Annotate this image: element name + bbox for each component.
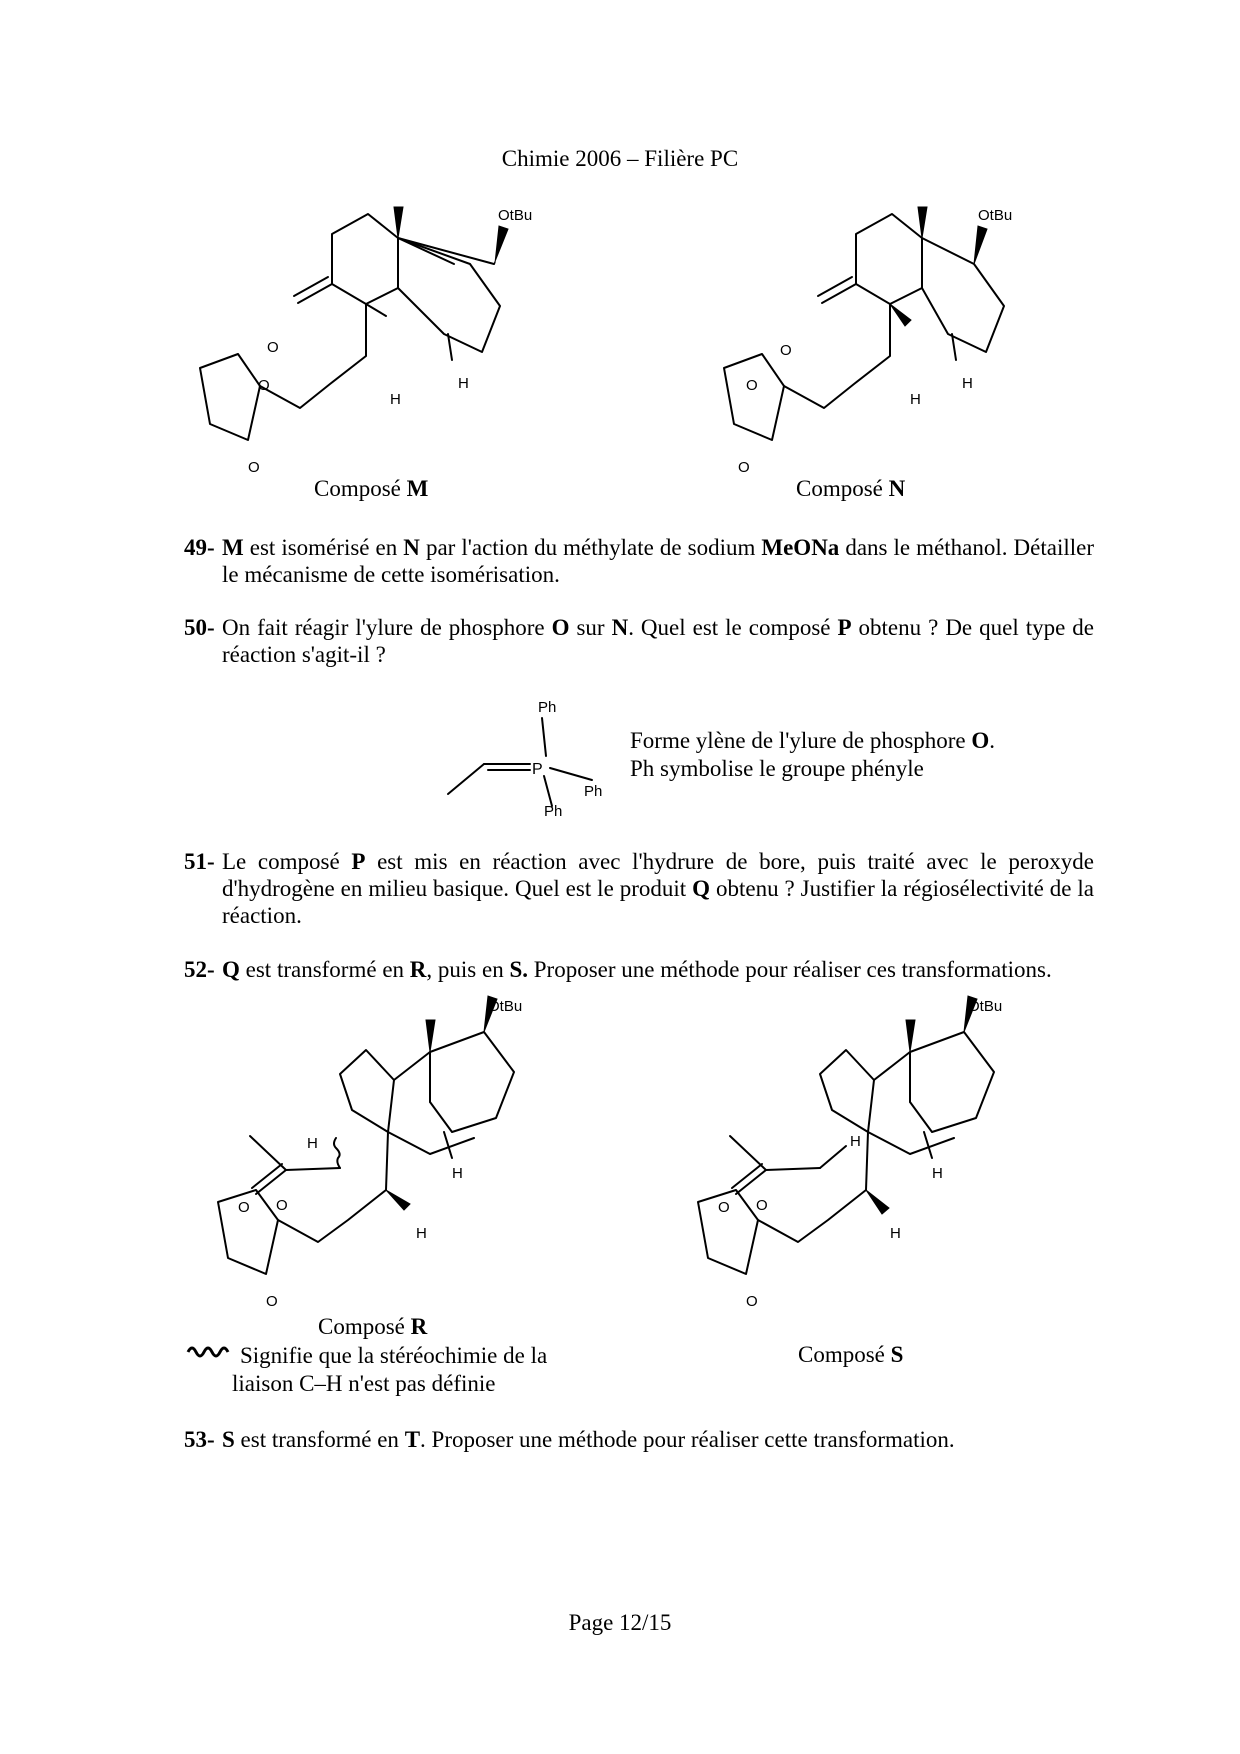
n-h-label: H	[910, 391, 921, 408]
m-otbu-label: OtBu	[498, 207, 533, 224]
caption-compound-n: Composé N	[796, 476, 906, 501]
n-ketone-o: O	[780, 342, 792, 359]
s-dioxolane-o: O	[756, 1197, 768, 1214]
question-number: 50-	[184, 615, 215, 640]
wavy-bond-icon	[186, 1344, 230, 1360]
r-h-label: H	[416, 1225, 427, 1242]
question-53: 53- S est transformé en T. Proposer une méthode pour réaliser cette transformation.	[184, 1427, 955, 1452]
caption-compound-m: Composé M	[314, 476, 429, 501]
question-number: 53-	[184, 1427, 215, 1452]
question-51: 51- Le composé P est mis en réaction avec l'hydrure de bore, puis traité avec le peroxyde d'hydrogène en milieu basique. Quel est le produit Q obtenu ? Justifier la régiosélectivité de la réaction.	[184, 849, 1094, 928]
m-h-label: H	[390, 391, 401, 408]
structure-compound-r	[0, 998, 620, 1340]
s-dioxolane-o: O	[746, 1293, 758, 1310]
ylide-p-label: P	[532, 761, 543, 778]
r-h-label: H	[307, 1135, 318, 1152]
question-number: 49-	[184, 535, 215, 560]
ylide-description: Forme ylène de l'ylure de phosphore O. Ph symbolise le groupe phényle	[630, 728, 996, 781]
m-ketone-o: O	[267, 339, 279, 356]
m-dioxolane-o: O	[248, 459, 260, 476]
m-h-label: H	[458, 375, 469, 392]
n-otbu-label: OtBu	[978, 207, 1013, 224]
wavy-bond-legend-line2: liaison C–H n'est pas définie	[232, 1371, 496, 1396]
structure-compound-n	[620, 0, 1240, 500]
question-50: 50- On fait réagir l'ylure de phosphore O sur N. Quel est le composé P obtenu ? De quel type de réaction s'agit-il ?	[184, 615, 1094, 667]
s-h-label: H	[850, 1133, 861, 1150]
r-otbu-label: OtBu	[488, 998, 523, 1015]
structure-compound-m	[0, 0, 620, 500]
page-header: Chimie 2006 – Filière PC	[501, 146, 739, 171]
ylide-ph-label: Ph	[584, 783, 603, 800]
structure-ylide-o	[430, 690, 620, 820]
question-number: 52-	[184, 957, 215, 982]
ylide-ph-label: Ph	[538, 699, 557, 716]
s-ketone-o: O	[718, 1199, 730, 1216]
n-dioxolane-o: O	[746, 377, 758, 394]
s-h-label: H	[890, 1225, 901, 1242]
caption-compound-r: Composé R	[318, 1314, 428, 1339]
n-h-label: H	[962, 375, 973, 392]
m-dioxolane-o: O	[258, 377, 270, 394]
page-number: Page 12/15	[568, 1610, 672, 1635]
question-number: 51-	[184, 849, 215, 874]
r-ketone-o: O	[238, 1199, 250, 1216]
s-h-label: H	[932, 1165, 943, 1182]
structure-compound-s	[620, 998, 1240, 1340]
question-49: 49- M est isomérisé en N par l'action du méthylate de sodium MeONa dans le méthanol. Détailler le mécanisme de cette isomérisation.	[184, 535, 1095, 587]
r-h-label: H	[452, 1165, 463, 1182]
r-dioxolane-o: O	[266, 1293, 278, 1310]
s-otbu-label: OtBu	[968, 998, 1003, 1015]
caption-compound-s: Composé S	[798, 1342, 904, 1367]
wavy-bond-legend-line1: Signifie que la stéréochimie de la	[240, 1343, 548, 1368]
r-dioxolane-o: O	[276, 1197, 288, 1214]
ylide-ph-label: Ph	[544, 803, 563, 820]
question-52: 52- Q est transformé en R, puis en S. Proposer une méthode pour réaliser ces transformations.	[184, 957, 1052, 982]
n-dioxolane-o: O	[738, 459, 750, 476]
